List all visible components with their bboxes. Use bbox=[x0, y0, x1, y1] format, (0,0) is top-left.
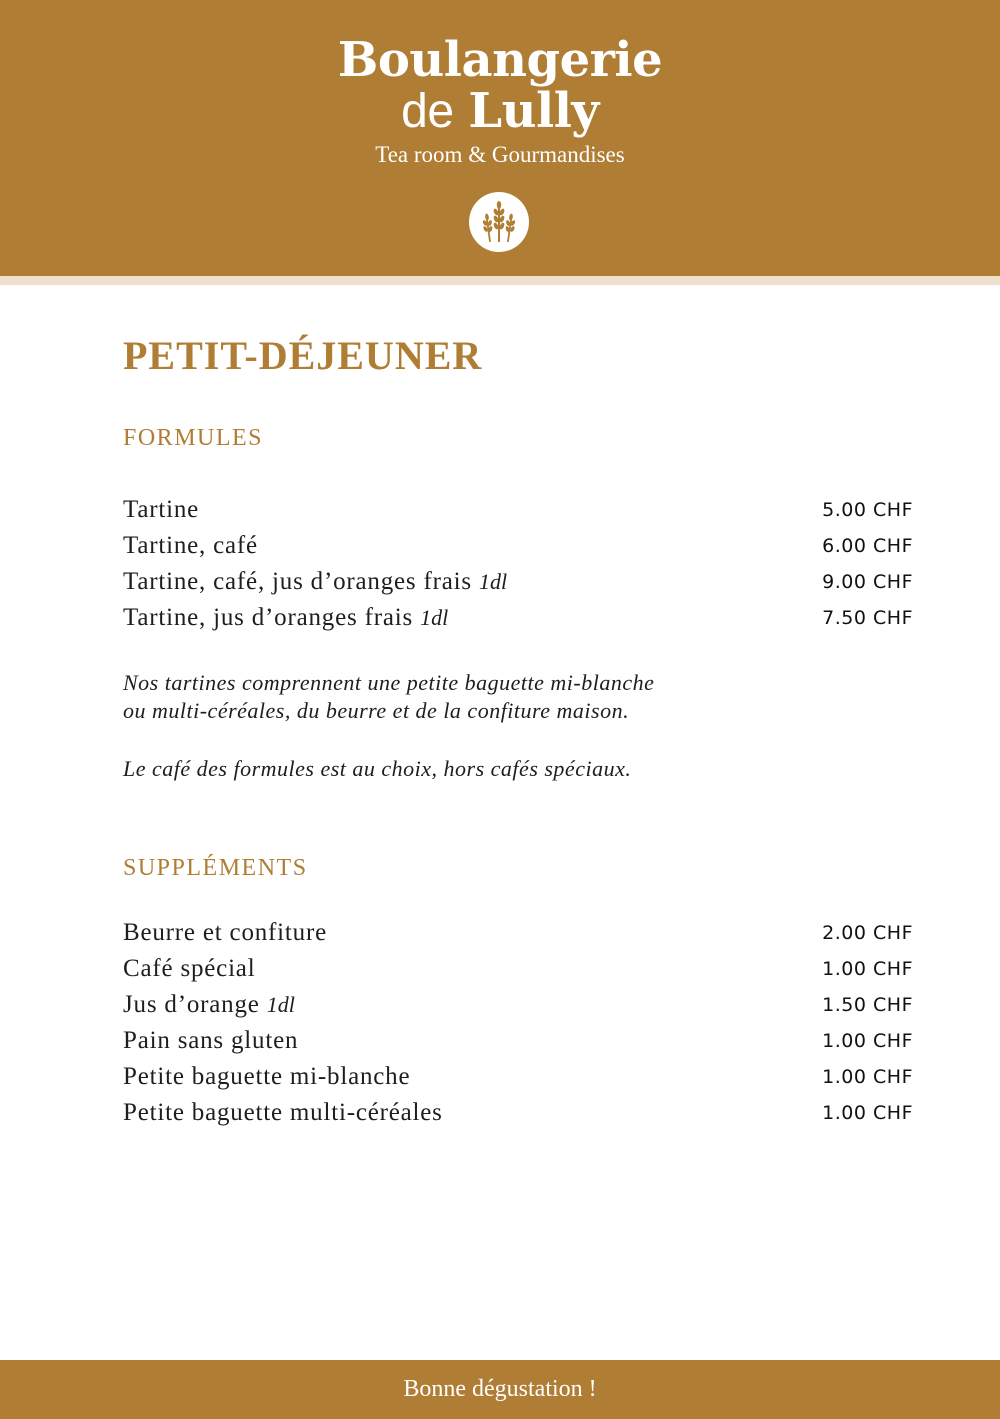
item-name: Tartine, jus d’oranges frais 1dl bbox=[123, 604, 449, 631]
wheat-icon bbox=[469, 192, 529, 252]
brand-name-line1: Boulangerie bbox=[337, 32, 663, 88]
coffee-note: Le café des formules est au choix, hors cafés spéciaux. bbox=[123, 756, 632, 781]
item-unit: 1dl bbox=[478, 569, 508, 594]
item-name: Petite baguette mi-blanche bbox=[123, 1063, 411, 1090]
item-price: 2.00 CHF bbox=[822, 922, 913, 944]
item-price: 9.00 CHF bbox=[822, 571, 913, 593]
note-line: ou multi-céréales, du beurre et de la confiture maison. bbox=[123, 698, 630, 723]
menu-item bbox=[123, 1023, 913, 1059]
brand-name: Lully bbox=[468, 83, 599, 139]
item-name: Jus d’orange 1dl bbox=[123, 991, 295, 1018]
formules-note bbox=[123, 669, 823, 725]
item-name: Petite baguette multi-céréales bbox=[123, 1099, 443, 1126]
section-title-formules: FORMULES bbox=[123, 425, 264, 451]
supplements-list bbox=[123, 915, 913, 1131]
item-price: 1.00 CHF bbox=[822, 1030, 913, 1052]
menu-item bbox=[123, 1095, 913, 1131]
menu-item bbox=[123, 600, 913, 636]
item-unit: 1dl bbox=[420, 605, 449, 630]
item-price: 1.00 CHF bbox=[822, 1102, 913, 1124]
item-name: Pain sans gluten bbox=[123, 1027, 299, 1054]
menu-item bbox=[123, 915, 913, 951]
page-title: PETIT-DÉJEUNER bbox=[123, 333, 483, 378]
item-name: Tartine bbox=[123, 496, 200, 523]
menu-header bbox=[0, 0, 1000, 276]
brand-tagline: Tea room & Gourmandises bbox=[375, 142, 625, 167]
footer-text: Bonne dégustation ! bbox=[403, 1376, 597, 1402]
menu-item bbox=[123, 528, 913, 564]
item-price: 1.00 CHF bbox=[822, 1066, 913, 1088]
menu-item bbox=[123, 564, 913, 600]
item-name: Tartine, café bbox=[123, 532, 258, 559]
brand-prefix: de bbox=[401, 85, 454, 138]
menu-item bbox=[123, 987, 913, 1023]
menu-footer bbox=[0, 1360, 1000, 1419]
item-price: 6.00 CHF bbox=[822, 535, 913, 557]
item-price: 1.00 CHF bbox=[822, 958, 913, 980]
header-divider-strip bbox=[0, 276, 1000, 285]
item-price: 7.50 CHF bbox=[822, 607, 913, 629]
menu-item bbox=[123, 492, 913, 528]
item-name: Café spécial bbox=[123, 955, 256, 982]
menu-item bbox=[123, 1059, 913, 1095]
item-name: Tartine, café, jus d’oranges frais 1dl bbox=[123, 568, 508, 595]
brand-name-line2 bbox=[0, 82, 1000, 141]
item-price: 1.50 CHF bbox=[822, 994, 913, 1016]
note-line: Nos tartines comprennent une petite baguette mi-blanche bbox=[123, 670, 655, 695]
item-unit: 1dl bbox=[266, 992, 295, 1017]
section-title-supplements: SUPPLÉMENTS bbox=[123, 855, 308, 881]
item-price: 5.00 CHF bbox=[822, 499, 913, 521]
formules-list bbox=[123, 492, 913, 636]
menu-item bbox=[123, 951, 913, 987]
item-name: Beurre et confiture bbox=[123, 919, 327, 946]
